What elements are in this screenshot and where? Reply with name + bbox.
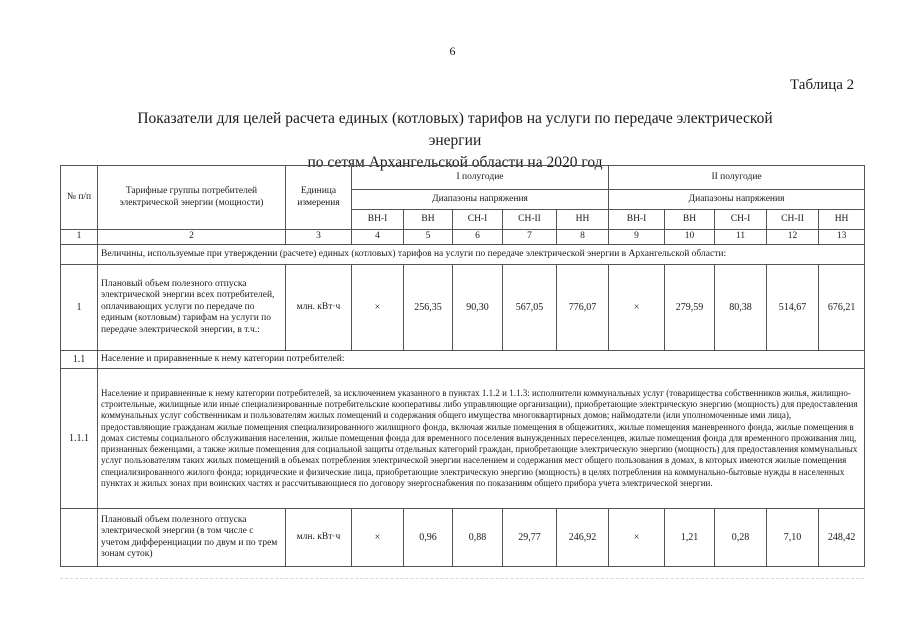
row-label: Население и приравненные к нему категории потребителей: xyxy=(98,351,865,369)
header-row-1 xyxy=(61,166,865,190)
value-cell: 7,10 xyxy=(767,509,819,567)
column-number: 9 xyxy=(609,230,665,245)
value-cell: 29,77 xyxy=(503,509,557,567)
table-row-1-1-1 xyxy=(61,369,865,509)
column-number: 4 xyxy=(352,230,404,245)
voltage-vn: ВН xyxy=(404,210,453,230)
row-unit: млн. кВт·ч xyxy=(286,265,352,351)
value-cell: × xyxy=(609,509,665,567)
section-num-cell xyxy=(61,245,98,265)
column-number: 1 xyxy=(61,230,98,245)
header-half-1: I полугодие xyxy=(352,166,609,190)
row-label: Плановый объем полезного отпуска электрической энергии всех потребителей, оплачивающих услуги по передаче по единым (котловым) тарифам на услуги по передаче электрической энергии, в т.ч.: xyxy=(98,265,286,351)
column-number: 12 xyxy=(767,230,819,245)
row-number: 1.1.1 xyxy=(61,369,98,509)
value-cell: 776,07 xyxy=(557,265,609,351)
value-cell: 676,21 xyxy=(819,265,865,351)
column-number-row xyxy=(61,230,865,245)
section-row xyxy=(61,245,865,265)
column-number: 10 xyxy=(665,230,715,245)
table-row-1 xyxy=(61,265,865,351)
value-cell: 246,92 xyxy=(557,509,609,567)
value-cell: 0,88 xyxy=(453,509,503,567)
column-number: 11 xyxy=(715,230,767,245)
value-cell: 279,59 xyxy=(665,265,715,351)
title-line-1: Показатели для целей расчета единых (котловых) тарифов на услуги по передаче электрической энергии xyxy=(137,110,773,149)
value-cell: 514,67 xyxy=(767,265,819,351)
header-num: № п/п xyxy=(61,166,98,230)
header-ranges-2: Диапазоны напряжения xyxy=(609,190,865,210)
voltage-sn1: СН-I xyxy=(715,210,767,230)
title-line-2: по сетям Архангельской области на 2020 год xyxy=(307,154,603,171)
value-cell: × xyxy=(609,265,665,351)
header-ranges-1: Диапазоны напряжения xyxy=(352,190,609,210)
voltage-nn: НН xyxy=(557,210,609,230)
value-cell: 80,38 xyxy=(715,265,767,351)
voltage-vn: ВН xyxy=(665,210,715,230)
faint-next-row-line xyxy=(60,578,864,579)
tariff-table xyxy=(60,165,865,567)
voltage-vn1: ВН-I xyxy=(609,210,665,230)
column-number: 5 xyxy=(404,230,453,245)
voltage-sn2: СН-II xyxy=(767,210,819,230)
column-number: 8 xyxy=(557,230,609,245)
table-row-1-1 xyxy=(61,351,865,369)
value-cell: 1,21 xyxy=(665,509,715,567)
row-number-empty xyxy=(61,509,98,567)
row-number: 1.1 xyxy=(61,351,98,369)
value-cell: 0,28 xyxy=(715,509,767,567)
value-cell: 567,05 xyxy=(503,265,557,351)
column-number: 3 xyxy=(286,230,352,245)
row-number: 1 xyxy=(61,265,98,351)
value-cell: × xyxy=(352,509,404,567)
column-number: 13 xyxy=(819,230,865,245)
value-cell: × xyxy=(352,265,404,351)
voltage-nn: НН xyxy=(819,210,865,230)
row-description: Население и приравненные к нему категории потребителей, за исключением указанного в пунктах 1.1.2 и 1.1.3: исполнители коммунальных услуг (товарищества собственников жилья, жилищно-строительные, жилищные или иные специализированные потребительские кооперативы либо управляющие организации), приобретающие электрическую энергию (мощность) для предоставления коммунальных услуг собственникам и пользователям жилых помещений и содержания общего имущества многоквартирных домов; наймодатели (или уполномоченные ими лица), предоставляющие гражданам жилые помещения специализированного жилищного фонда, включая жилые помещения в общежитиях, жилые помещения маневренного фонда, жилые помещения в домах системы социального обслуживания населения, жилые помещения фонда для временного поселения вынужденных переселенцев, жилые помещения фонда для временного проживания лиц, признанных беженцами, а также жилые помещения для социальной защиты отдельных категорий граждан, приобретающие электрическую энергию (мощность) для предоставления коммунальных услуг пользователям таких жилых помещений в объемах потребления электрической энергии населением и содержания мест общего пользования в домах, в которых имеются жилые помещения специализированного жилого фонда; юридические и физические лица, приобретающие электрическую энергию (мощность) в целях потребления на коммунально-бытовые нужды в населенных пунктах и жилых зонах при воинских частях и рассчитывающиеся по договору энергоснабжения по показаниям общего прибора учета электрической энергии. xyxy=(98,369,865,509)
table-row-sub xyxy=(61,509,865,567)
column-number: 6 xyxy=(453,230,503,245)
page-number: 6 xyxy=(449,44,456,58)
table-name: Таблица 2 xyxy=(790,77,855,93)
column-number: 2 xyxy=(98,230,286,245)
header-half-2: II полугодие xyxy=(609,166,865,190)
value-cell: 90,30 xyxy=(453,265,503,351)
value-cell: 248,42 xyxy=(819,509,865,567)
header-unit: Единица измерения xyxy=(286,166,352,230)
row-label: Плановый объем полезного отпуска электрической энергии (в том числе с учетом дифференциации по двум и по трем зонам суток) xyxy=(98,509,286,567)
voltage-sn2: СН-II xyxy=(503,210,557,230)
row-unit: млн. кВт·ч xyxy=(286,509,352,567)
voltage-sn1: СН-I xyxy=(453,210,503,230)
section-title: Величины, используемые при утверждении (расчете) единых (котловых) тарифов на услуги по передаче электрической энергии в Архангельской области: xyxy=(98,245,865,265)
voltage-vn1: ВН-I xyxy=(352,210,404,230)
header-group: Тарифные группы потребителей электрической энергии (мощности) xyxy=(98,166,286,230)
value-cell: 0,96 xyxy=(404,509,453,567)
column-number: 7 xyxy=(503,230,557,245)
value-cell: 256,35 xyxy=(404,265,453,351)
